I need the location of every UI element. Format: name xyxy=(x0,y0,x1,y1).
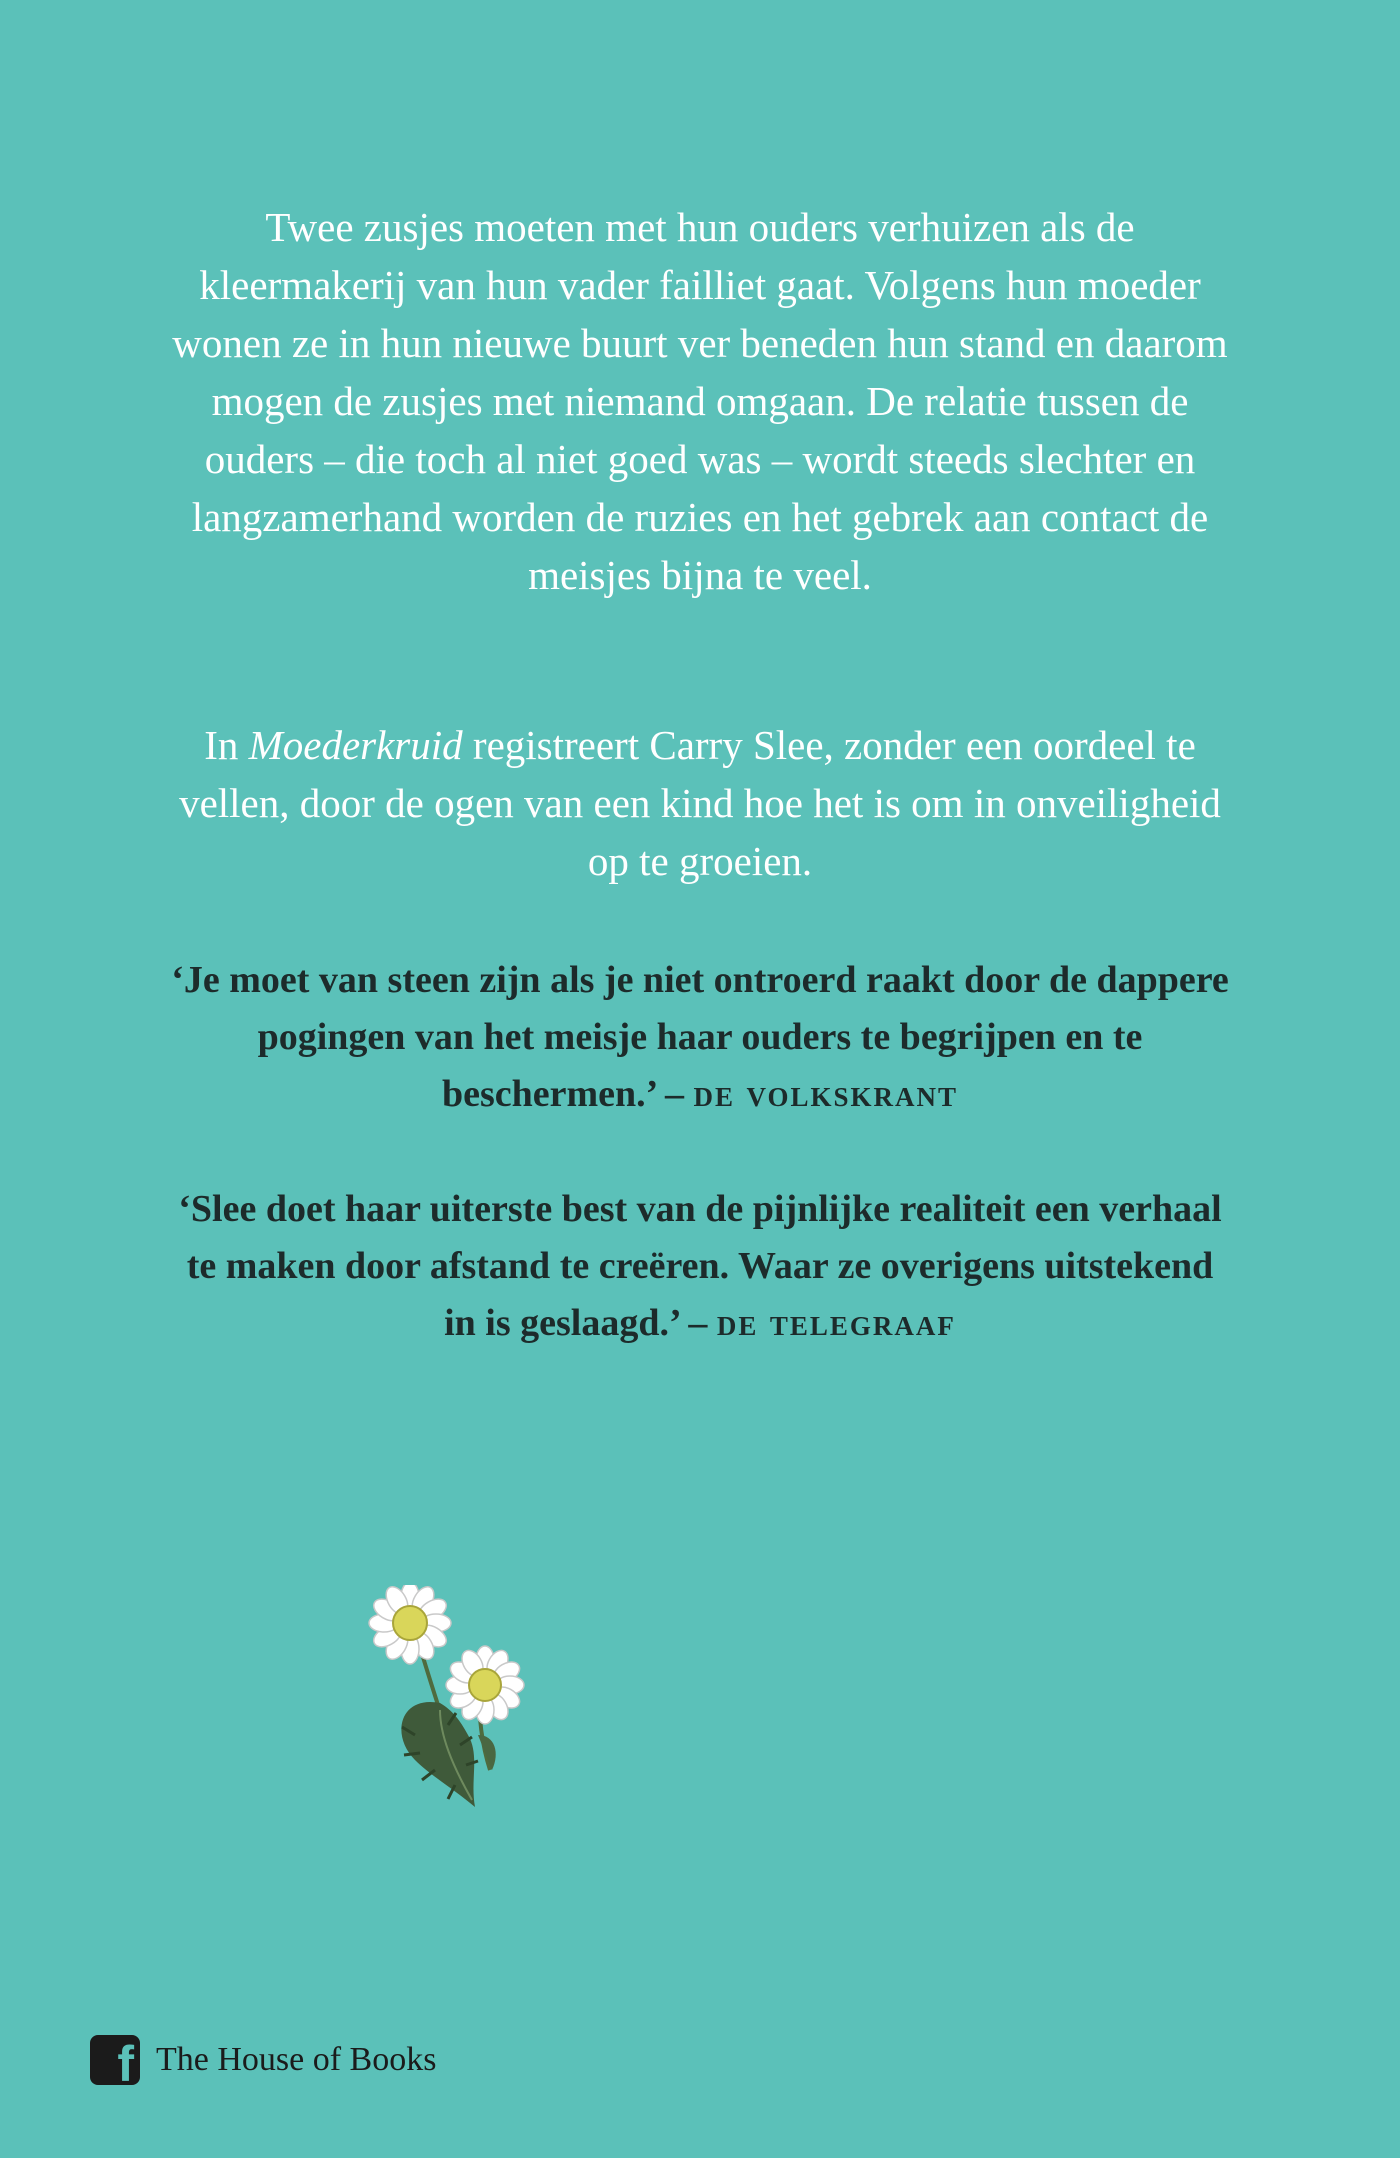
review-quote-1-text: ‘Je moet van steen zijn als je niet ontroerd raakt door de dappere pogingen van het meisje haar ouders te begrijpen en te beschermen.’ – xyxy=(171,959,1229,1115)
blurb-paragraph-2 xyxy=(170,716,1230,890)
chamomile-flower-icon xyxy=(360,1585,560,1810)
review-quote-1 xyxy=(170,952,1230,1123)
blurb-paragraph-2-before: In xyxy=(204,722,249,768)
review-quote-1-source: de volkskrant xyxy=(693,1073,958,1115)
publisher-footer xyxy=(90,2035,436,2085)
blurb-paragraph-2-after: registreert Carry Slee, zonder een oordeel te vellen, door de ogen van een kind hoe het is om in onveiligheid op te groeien. xyxy=(179,722,1221,884)
blurb-paragraph-1: Twee zusjes moeten met hun ouders verhuizen als de kleermakerij van hun vader failliet gaat. Volgens hun moeder wonen ze in hun nieuwe buurt ver beneden hun stand en daarom mogen de zusjes met niemand omgaan. De relatie tussen de ouders – die toch al niet goed was – wordt steeds slechter en langzamerhand worden de ruzies en het gebrek aan contact de meisjes bijna te veel. xyxy=(172,204,1228,598)
book-title: Moederkruid xyxy=(248,722,463,768)
review-quote-2 xyxy=(170,1181,1230,1352)
publisher-name: The House of Books xyxy=(156,2041,437,2078)
facebook-icon[interactable]: f xyxy=(90,2035,140,2085)
review-quote-2-source: de telegraaf xyxy=(716,1302,956,1344)
review-quote-2-text: ‘Slee doet haar uiterste best van de pijnlijke realiteit een verhaal te maken door afstand te creëren. Waar ze overigens uitstekend in is geslaagd.’ – xyxy=(178,1188,1222,1344)
